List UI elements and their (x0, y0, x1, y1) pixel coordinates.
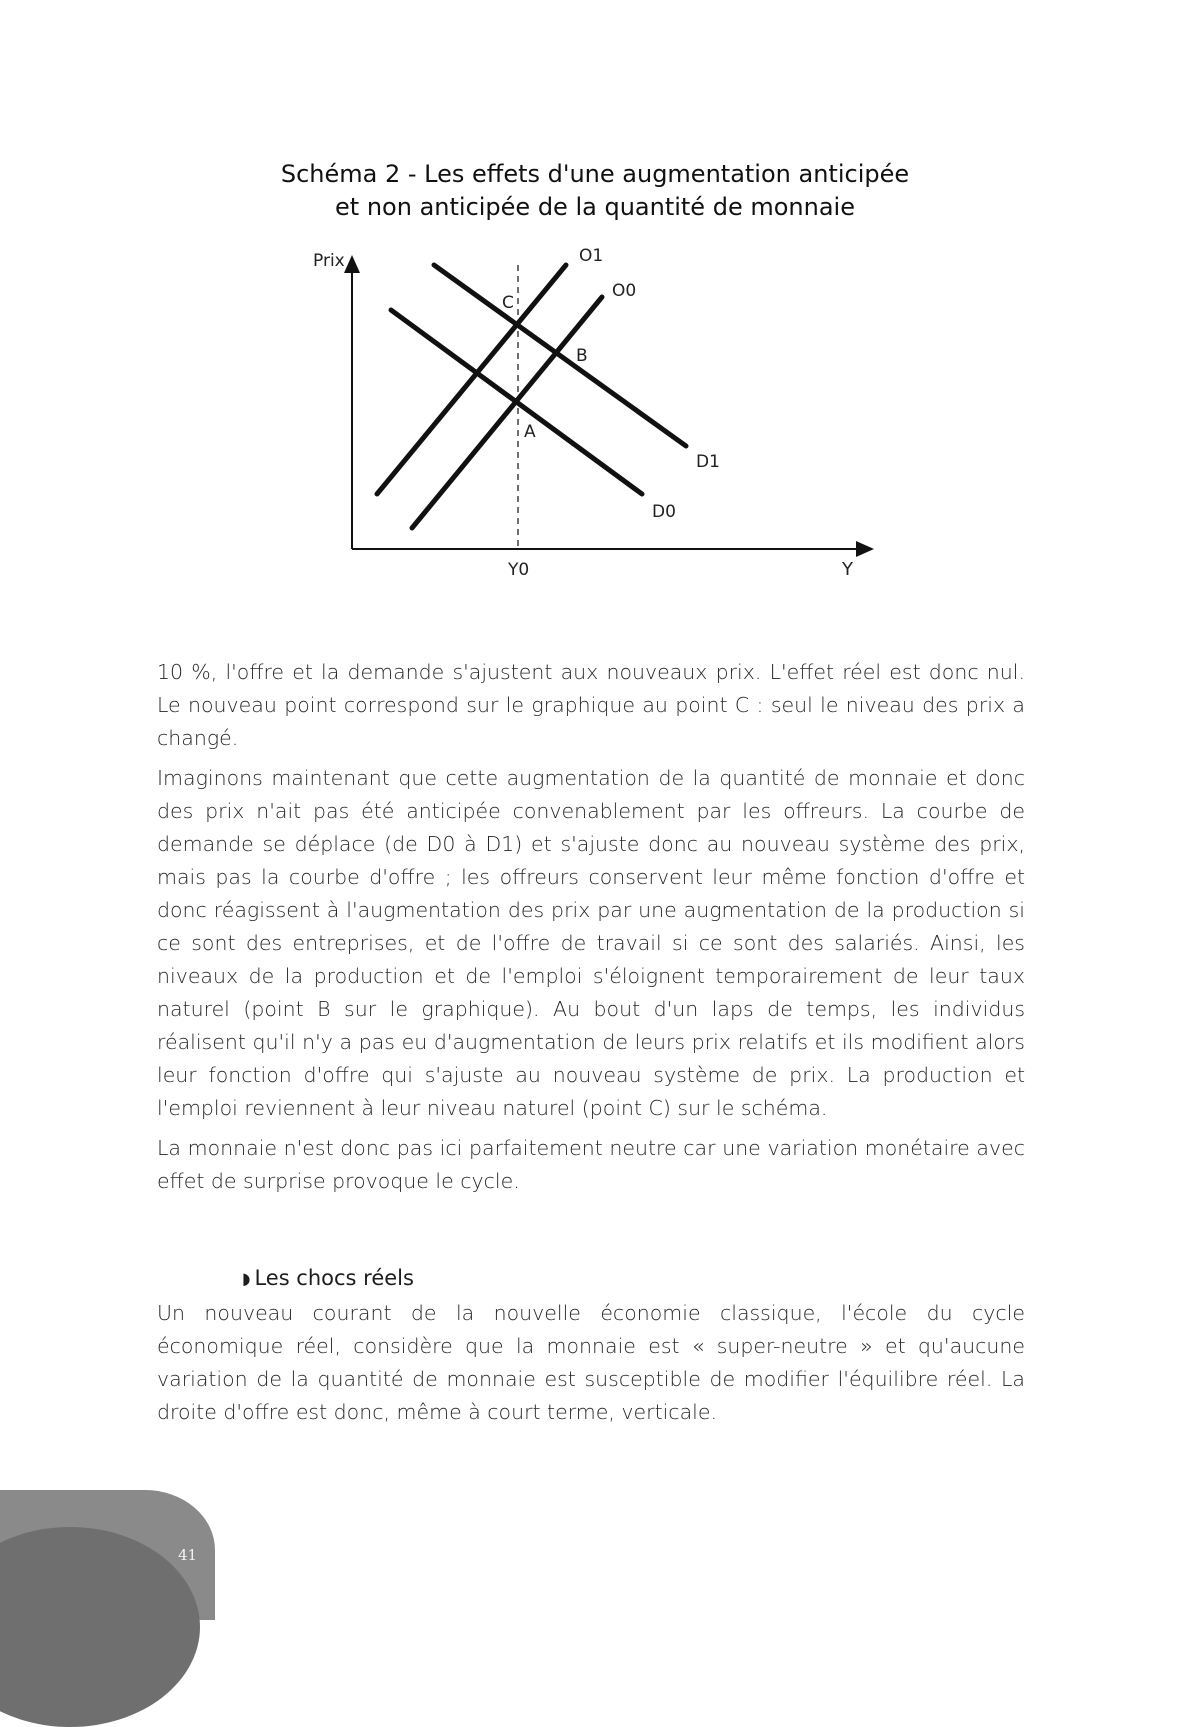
y-axis-label: Prix (313, 251, 345, 271)
figure-title-line-2: et non anticipée de la quantité de monnaie (335, 193, 855, 221)
supply-demand-diagram (0, 0, 1180, 600)
point-label-a: A (524, 422, 536, 442)
paragraph-1: 10 %, l'offre et la demande s'ajustent aux nouveaux prix. L'effet réel est donc nul. Le nouveau point correspond sur le graphique au point C : seul le niveau des prix a changé. (157, 660, 1025, 750)
supply-curve-o1 (377, 265, 566, 494)
section-subheading (242, 1262, 414, 1295)
supply-curve-o0 (412, 297, 602, 528)
y0-label: Y0 (508, 560, 530, 580)
demand-curve-d1 (434, 265, 686, 446)
curve-label-o1: O1 (579, 246, 604, 266)
subheading-text: Les chocs réels (254, 1266, 414, 1290)
x-axis-label: Y (842, 559, 853, 580)
body-text-block-2 (157, 1297, 1025, 1429)
paragraph-3: La monnaie n'est donc pas ici parfaitement neutre car une variation monétaire avec effet de surprise provoque le cycle. (157, 1136, 1025, 1193)
paragraph-4: Un nouveau courant de la nouvelle économie classique, l'école du cycle économique réel, considère que la monnaie est « super-neutre » et qu'aucune variation de la quantité de monnaie est susceptible de modifier l'équilibre réel. La droite d'offre est donc, même à court terme, verticale. (157, 1301, 1025, 1424)
half-circle-bullet-icon: ◗ (242, 1269, 251, 1288)
body-text-block (157, 656, 1025, 1198)
curve-label-d0: D0 (652, 502, 676, 522)
figure-title-line-1: Schéma 2 - Les effets d'une augmentation anticipée (280, 160, 910, 188)
curve-label-d1: D1 (696, 452, 720, 472)
curve-label-o0: O0 (612, 281, 637, 301)
point-label-c: C (502, 293, 514, 313)
point-label-b: B (576, 346, 588, 366)
paragraph-2: Imaginons maintenant que cette augmentation de la quantité de monnaie et donc des prix n'ait pas été anticipée convenablement par les offreurs. La courbe de demande se déplace (de D0 à D1) et s'ajuste donc au nouveau système des prix, mais pas la courbe d'offre ; les offreurs conservent leur même fonction d'offre et donc réagissent à l'augmentation des prix par une augmentation de la production si ce sont des entreprises, et de l'offre de travail si ce sont des salariés. Ainsi, les niveaux de la production et de l'emploi s'éloignent temporairement de leur taux naturel (point B sur le graphique). Au bout d'un laps de temps, les individus réalisent qu'il n'y a pas eu d'augmentation de leurs prix relatifs et ils modifient alors leur fonction d'offre qui s'ajuste au nouveau système de prix. La production et l'emploi reviennent à leur niveau naturel (point C) sur le schéma. (157, 766, 1025, 1120)
page-number: 41 (178, 1546, 198, 1564)
